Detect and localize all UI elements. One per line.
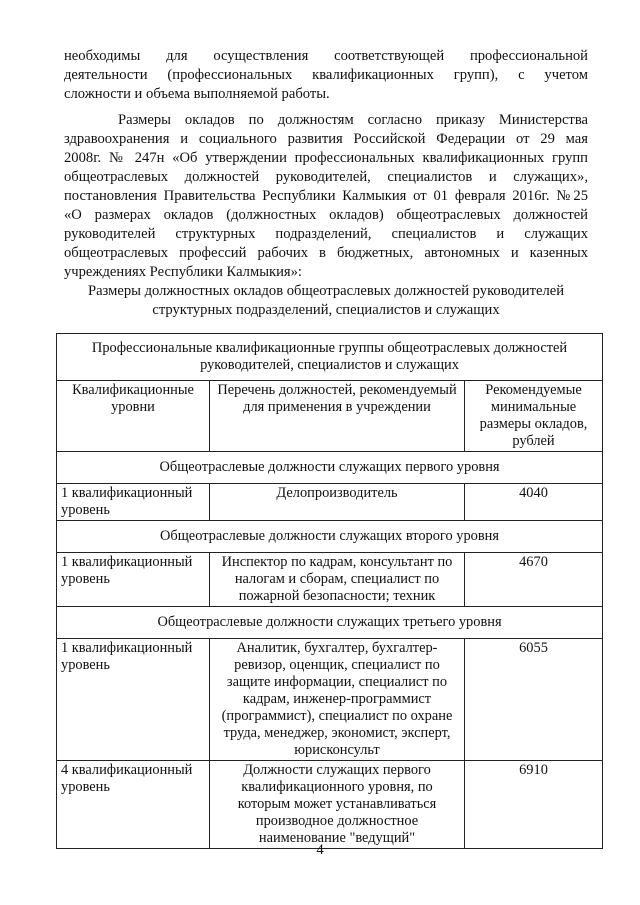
table-title-row [57, 334, 603, 381]
group-row [57, 452, 603, 484]
table-heading [64, 282, 588, 320]
table-row [57, 553, 603, 607]
text-line: общеотраслевых должностей руководителей, специалистов и служащих», [64, 169, 588, 185]
group-title: Общеотраслевые должности служащих первого уровня [57, 452, 603, 484]
table-heading-line: Размеры должностных окладов общеотраслевых должностей руководителей [87, 283, 565, 299]
column-header-salary: Рекомендуемые минимальные размеры окладов, рублей [465, 381, 603, 452]
group-row [57, 607, 603, 639]
intro-paragraph [64, 47, 588, 104]
text-line: руководителей структурных подразделений, специалистов и служащих [64, 226, 588, 242]
group-title: Общеотраслевые должности служащих второго уровня [57, 521, 603, 553]
level-cell: 1 квалификационный уровень [57, 553, 210, 607]
text-line: здравоохранения и социального развития Российской Федерации от 29 мая [64, 131, 588, 147]
level-cell: 1 квалификационный уровень [57, 484, 210, 521]
positions-cell: Должности служащих первого квалификационного уровня, по которым может устанавливаться производное должностное наименование "ведущий" [210, 761, 465, 849]
salary-table [56, 333, 603, 849]
text-line: Размеры окладов по должностям согласно приказу Министерства [118, 112, 588, 128]
level-cell: 1 квалификационный уровень [57, 639, 210, 761]
text-line: общеотраслевых профессий рабочих в бюджетных, автономных и казенных [64, 245, 588, 261]
table-title: Профессиональные квалификационные группы общеотраслевых должностей руководителей, специалистов и служащих [57, 334, 603, 381]
group-title: Общеотраслевые должности служащих третьего уровня [57, 607, 603, 639]
text-line: деятельности (профессиональных квалификационных групп), с учетом [64, 67, 588, 83]
text-line: постановления Правительства Республики Калмыкия от 01 февраля 2016г. №25 [64, 188, 588, 204]
table-header-row [57, 381, 603, 452]
salary-cell: 6910 [465, 761, 603, 849]
group-row [57, 521, 603, 553]
page-number: 4 [316, 842, 324, 858]
table-row [57, 761, 603, 849]
table-heading-line: структурных подразделений, специалистов и служащих [152, 302, 500, 318]
basis-paragraph [64, 111, 588, 282]
positions-cell: Инспектор по кадрам, консультант по налогам и сборам, специалист по пожарной безопасности; техник [210, 553, 465, 607]
salary-cell: 4670 [465, 553, 603, 607]
table-row [57, 639, 603, 761]
column-header-positions: Перечень должностей, рекомендуемый для применения в учреждении [210, 381, 465, 452]
salary-cell: 4040 [465, 484, 603, 521]
text-line: сложности и объема выполняемой работы. [64, 86, 330, 102]
text-line: 2008г. № 247н «Об утверждении профессиональных квалификационных групп [64, 150, 588, 166]
text-line: «О размерах окладов (должностных окладов) общеотраслевых должностей [64, 207, 588, 223]
column-header-level: Квалификационные уровни [57, 381, 210, 452]
text-line: учреждениях Республики Калмыкия»: [64, 264, 302, 280]
positions-cell: Аналитик, бухгалтер, бухгалтер-ревизор, оценщик, специалист по защите информации, специалист по кадрам, инженер-программист (программист), специалист по охране труда, менеджер, экономист, эксперт, юрисконсульт [210, 639, 465, 761]
salary-cell: 6055 [465, 639, 603, 761]
text-line: необходимы для осуществления соответствующей профессиональной [64, 48, 588, 64]
table-row [57, 484, 603, 521]
positions-cell: Делопроизводитель [210, 484, 465, 521]
level-cell: 4 квалификационный уровень [57, 761, 210, 849]
